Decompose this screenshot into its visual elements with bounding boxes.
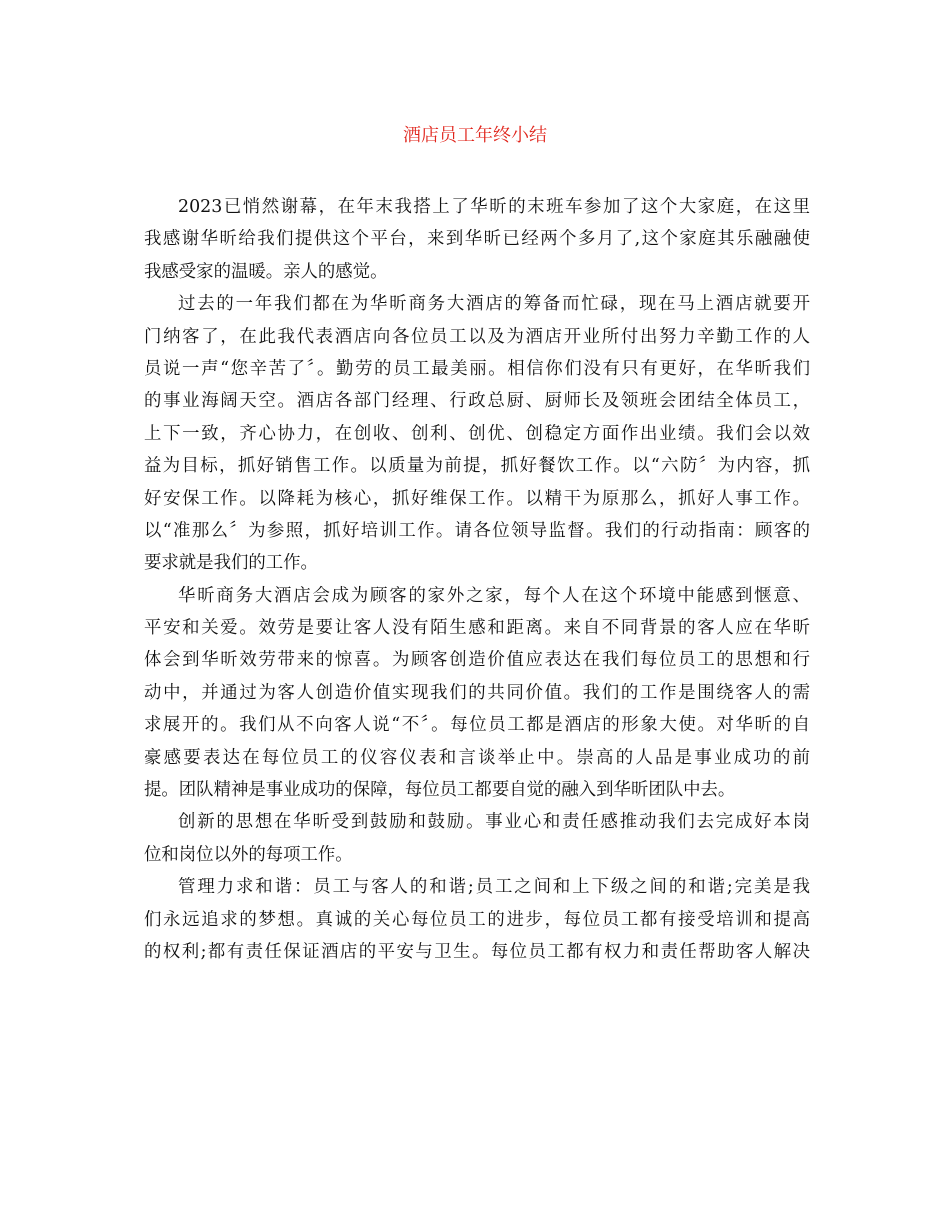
paragraph-line: 员说一声“您辛苦了〞。勤劳的员工最美丽。相信你们没有只有更好，在华昕我们 — [144, 358, 810, 379]
paragraph-line: 要求就是我们的工作。 — [144, 553, 318, 574]
paragraph-4 — [144, 806, 810, 871]
paragraph-line: 位和岗位以外的每项工作。 — [144, 844, 353, 865]
paragraph-line: 管理力求和谐：员工与客人的和谐;员工之间和上下级之间的和谐;完美是我 — [178, 877, 810, 898]
paragraph-2 — [144, 288, 810, 580]
paragraph-line: 好安保工作。以降耗为核心，抓好维保工作。以精干为原那么，抓好人事工作。 — [144, 488, 810, 509]
document-title: 酒店员工年终小结 — [403, 125, 547, 146]
paragraph-line: 过去的一年我们都在为华昕商务大酒店的筹备而忙碌，现在马上酒店就要开 — [178, 294, 810, 315]
paragraph-1 — [144, 191, 810, 288]
paragraph-line: 动中，并通过为客人创造价值实现我们的共同价值。我们的工作是围绕客人的需 — [144, 682, 810, 703]
paragraph-line: 上下一致，齐心协力，在创收、创利、创优、创稳定方面作出业绩。我们会以效 — [144, 423, 810, 444]
paragraph-line: 豪感要表达在每位员工的仪容仪表和言谈举止中。崇高的人品是事业成功的前 — [144, 747, 810, 768]
paragraph-line: 益为目标，抓好销售工作。以质量为前提，抓好餐饮工作。以“六防〞为内容，抓 — [144, 456, 810, 477]
paragraph-line: 2023已悄然谢幕，在年末我搭上了华昕的末班车参加了这个大家庭，在这里 — [178, 197, 810, 217]
paragraph-line: 求展开的。我们从不向客人说“不〞。每位员工都是酒店的形象大使。对华昕的自 — [144, 715, 810, 736]
document-body — [144, 191, 810, 968]
paragraph-line: 的事业海阔天空。酒店各部门经理、行政总厨、厨师长及领班会团结全体员工， — [144, 391, 810, 412]
paragraph-line: 门纳客了，在此我代表酒店向各位员工以及为酒店开业所付出努力辛勤工作的人 — [144, 326, 810, 347]
paragraph-line: 华昕商务大酒店会成为顾客的家外之家，每个人在这个环境中能感到惬意、 — [178, 585, 810, 606]
paragraph-line: 我感受家的温暖。亲人的感觉。 — [144, 261, 388, 282]
paragraph-line: 提。团队精神是事业成功的保障，每位员工都要自觉的融入到华昕团队中去。 — [144, 780, 736, 801]
paragraph-line: 体会到华昕效劳带来的惊喜。为顾客创造价值应表达在我们每位员工的思想和行 — [144, 650, 810, 671]
paragraph-line: 的权利;都有责任保证酒店的平安与卫生。每位员工都有权力和责任帮助客人解决 — [144, 941, 810, 962]
paragraph-line: 创新的思想在华昕受到鼓励和鼓励。事业心和责任感推动我们去完成好本岗 — [178, 812, 810, 833]
paragraph-3 — [144, 580, 810, 807]
paragraph-line: 们永远追求的梦想。真诚的关心每位员工的进步，每位员工都有接受培训和提高 — [144, 909, 810, 930]
paragraph-line: 我感谢华昕给我们提供这个平台，来到华昕已经两个多月了,这个家庭其乐融融使 — [144, 229, 810, 250]
paragraph-line: 以“准那么〞为参照，抓好培训工作。请各位领导监督。我们的行动指南：顾客的 — [144, 520, 810, 541]
paragraph-5 — [144, 871, 810, 968]
paragraph-line: 平安和关爱。效劳是要让客人没有陌生感和距离。来自不同背景的客人应在华昕 — [144, 618, 810, 639]
